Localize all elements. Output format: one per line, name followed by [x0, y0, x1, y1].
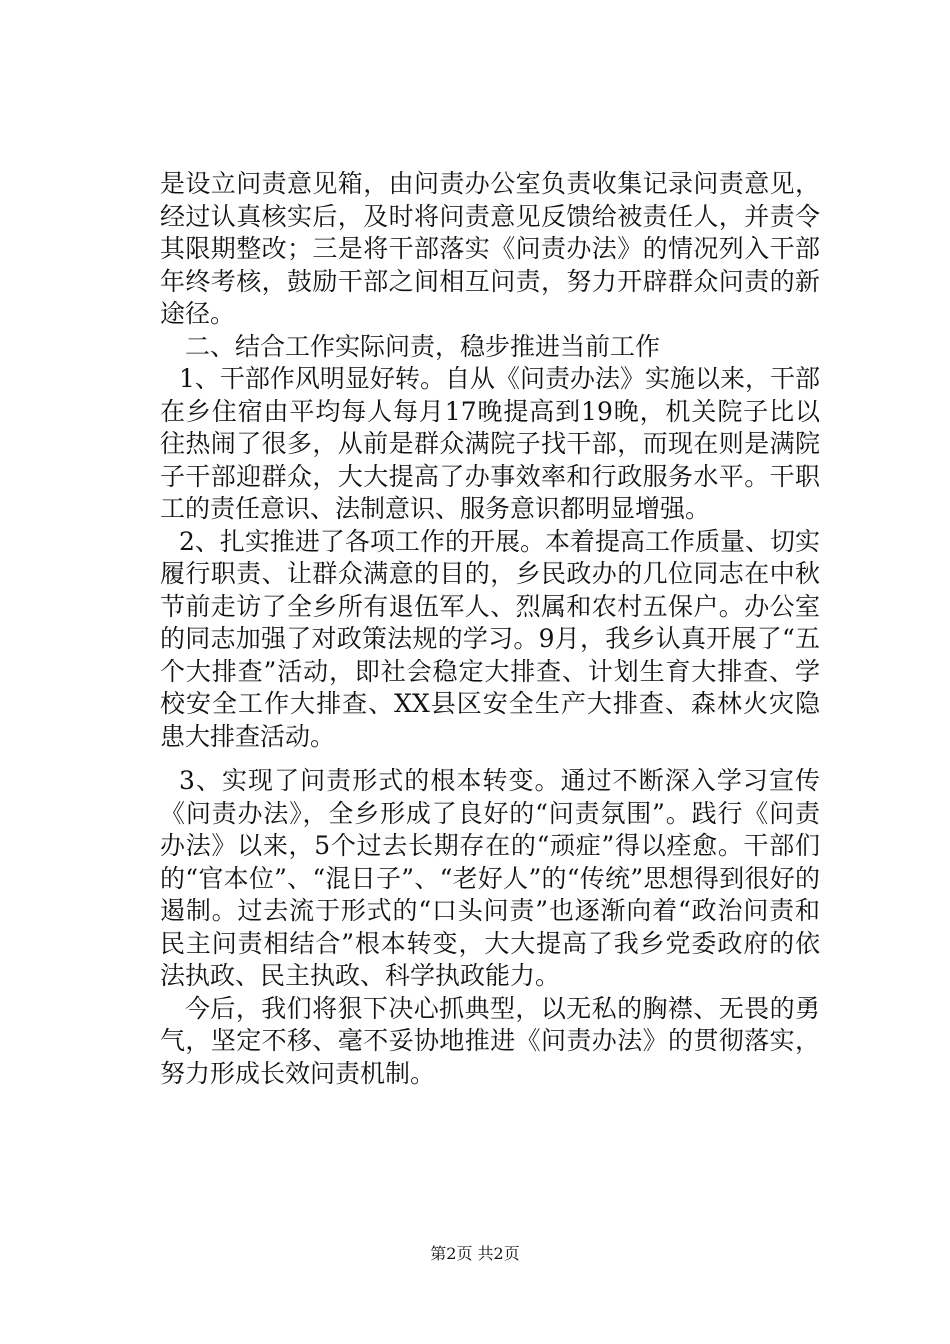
paragraph-continuation: 是设立问责意见箱，由问责办公室负责收集记录问责意见，经过认真核实后，及时将问责意见反馈给被责任人，并责令其限期整改；三是将干部落实《问责办法》的情况列入干部年终考核，鼓励干部之间相互问责，努力开辟群众问责的新途径。: [160, 169, 820, 328]
document-body: [160, 168, 820, 1090]
page-number-footer: 第2页 共2页: [430, 1244, 520, 1263]
paragraph-item-2: 2、扎实推进了各项工作的开展。本着提高工作质量、切实履行职责、让群众满意的目的，乡民政办的几位同志在中秋节前走访了全乡所有退伍军人、烈属和农村五保户。办公室的同志加强了对政策法规的学习。9月，我乡认真开展了“五个大排查”活动，即社会稳定大排查、计划生育大排查、学校安全工作大排查、XX县区安全生产大排查、森林火灾隐患大排查活动。: [160, 526, 820, 751]
paragraph-conclusion: 今后，我们将狠下决心抓典型，以无私的胸襟、无畏的勇气，坚定不移、毫不妥协地推进《问责办法》的贯彻落实，努力形成长效问责机制。: [160, 993, 820, 1088]
paragraph-item-1: 1、干部作风明显好转。自从《问责办法》实施以来，干部在乡住宿由平均每人每月17晚提高到19晚，机关院子比以往热闹了很多，从前是群众满院子找干部，而现在则是满院子干部迎群众，大大提高了办事效率和行政服务水平。干职工的责任意识、法制意识、服务意识都明显增强。: [160, 364, 820, 523]
paragraph-item-3: 3、实现了问责形式的根本转变。通过不断深入学习宣传《问责办法》，全乡形成了良好的“问责氛围”。践行《问责办法》以来，5个过去长期存在的“顽症”得以痊愈。干部们的“官本位”、“混日子”、“老好人”的“传统”思想得到很好的遏制。过去流于形式的“口头问责”也逐渐向着“政治问责和民主问责相结合”根本转变，大大提高了我乡党委政府的依法执政、民主执政、科学执政能力。: [160, 766, 820, 990]
section-heading: 二、结合工作实际问责，稳步推进当前工作: [185, 331, 661, 361]
